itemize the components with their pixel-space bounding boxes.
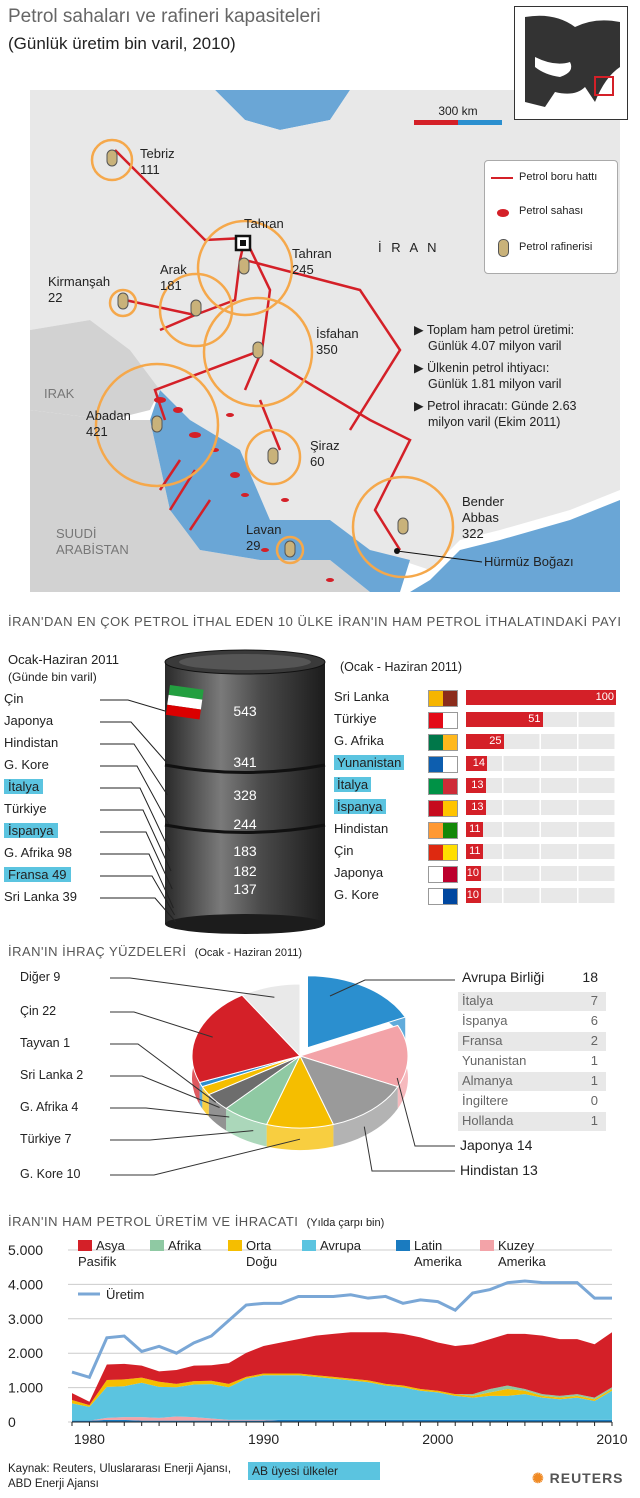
reuters-logo: [532, 1470, 624, 1487]
import-leader-1: [100, 722, 166, 762]
ref-arak: Arak 181: [160, 262, 187, 293]
import-value-4: 183: [233, 843, 257, 859]
share-flag-1-icon: [428, 712, 458, 729]
share-flag-6-icon: [428, 822, 458, 839]
eu-name-5: Almanya: [462, 1073, 513, 1088]
fact-text: milyon varil (Ekim 2011): [428, 415, 561, 429]
import-value-2: 328: [233, 787, 257, 803]
pie-label-3: G. Kore 10: [20, 1167, 81, 1181]
legend-label2-2: Doğu: [246, 1254, 278, 1269]
reuters-brand: REUTERS: [549, 1470, 624, 1486]
import-label-0: Çin: [4, 691, 24, 706]
share-flag-8-icon: [428, 866, 458, 883]
legend-label-1: Afrika: [168, 1238, 202, 1253]
share-bar-1: 51: [466, 712, 543, 727]
legend-label-4: Latin: [414, 1238, 443, 1253]
neighbor-saudi: SUUDİ ARABİSTAN: [56, 526, 129, 557]
share-title: İRAN'IN HAM PETROL İTHALATINDAKİ PAYI: [338, 614, 622, 629]
y-tick-2: 2.000: [8, 1345, 44, 1362]
share-track-4: [466, 778, 616, 793]
map-facts: ▶ Toplam ham petrol üretimi: Günlük 4.07 milyon varil ▶ Ülkenin petrol ihtiyacı: Günlük 1.81 milyon varil ▶ Petrol ihracatı: Günde 2.63 milyon varil (Ekim 2011): [414, 323, 577, 429]
share-track-8: [466, 866, 616, 881]
import-leader-8: [100, 876, 175, 915]
ref-siraz: Şiraz 60: [310, 438, 340, 469]
import-label-9: Sri Lanka 39: [4, 889, 77, 904]
legend-label2-5: Amerika: [498, 1254, 546, 1269]
source-line-1: Kaynak: Reuters, Uluslararası Enerji Ajansı,: [8, 1463, 232, 1475]
import-value-3: 244: [233, 816, 257, 832]
import-value-0: 543: [233, 703, 257, 719]
fact-text: Günlük 4.07 milyon varil: [428, 339, 562, 353]
eu-value-6: 0: [590, 1093, 598, 1108]
share-label-6: Hindistan: [334, 821, 389, 836]
share-label-7: Çin: [334, 843, 354, 858]
scale-label: 300 km: [438, 104, 478, 118]
legend-label2-4: Amerika: [414, 1254, 462, 1269]
production-title: [8, 1214, 384, 1229]
share-flag-5-icon: [428, 800, 458, 817]
share-label-1: Türkiye: [334, 711, 377, 726]
x-tick-1: 1990: [248, 1431, 280, 1447]
import-value-6: 137: [233, 881, 257, 897]
legend-swatch-3: [302, 1240, 316, 1251]
page-subtitle: (Günlük üretim bin varil, 2010): [8, 34, 236, 53]
share-label-9: G. Kore: [334, 887, 379, 902]
exports-title: [8, 944, 302, 959]
share-track-3: [466, 756, 616, 771]
ref-tahran: Tahran 245: [292, 246, 332, 277]
source-line-2: ABD Enerji Ajansı: [8, 1478, 99, 1490]
import-label-7: G. Afrika 98: [4, 845, 72, 860]
country-label: İ R A N: [378, 240, 440, 255]
import-value-5: 182: [233, 863, 257, 879]
eu-name-3: Fransa: [462, 1033, 503, 1048]
share-bar-2: 25: [466, 734, 504, 749]
production-unit: (Yılda çarpı bin): [306, 1217, 385, 1229]
legend-label-3: Avrupa: [320, 1238, 361, 1253]
legend-label2-0: Pasifik: [78, 1254, 117, 1269]
share-track-6: [466, 822, 616, 837]
fact-label: Petrol ihracatı: Günde 2.63: [427, 399, 577, 413]
legend-pipeline: Petrol boru hattı: [519, 171, 598, 183]
share-bar-9: 10: [466, 889, 479, 901]
import-label-2: Hindistan: [4, 735, 59, 750]
share-flag-2-icon: [428, 734, 458, 751]
pie-label-5: G. Afrika 4: [20, 1100, 79, 1114]
exports-period: (Ocak - Haziran 2011): [194, 947, 303, 959]
y-tick-0: 0: [8, 1414, 16, 1430]
eu-value-4: 1: [590, 1053, 598, 1068]
eu-value-1: 7: [590, 993, 598, 1008]
share-flag-0-icon: [428, 690, 458, 707]
share-bar-3: 14: [466, 756, 487, 771]
strait-label: Hürmüz Boğazı: [484, 554, 574, 569]
legend-field: Petrol sahası: [519, 205, 584, 217]
ref-isfahan: İsfahan 350: [316, 326, 359, 357]
share-label-0: Sri Lanka: [334, 689, 389, 704]
ref-lavan: Lavan 29: [246, 522, 282, 553]
eu-value-0: 18: [582, 969, 598, 985]
pie-leader-2: [364, 1127, 455, 1171]
import-value-1: 341: [233, 754, 257, 770]
fact-label: Ülkenin petrol ihtiyacı:: [427, 361, 550, 375]
eu-value-7: 1: [590, 1113, 598, 1128]
share-label-2: G. Afrika: [334, 733, 384, 748]
share-bar-8: 10: [466, 867, 479, 879]
legend-swatch-5: [480, 1240, 494, 1251]
import-label-1: Japonya: [4, 713, 54, 728]
fact-label: Toplam ham petrol üretimi:: [426, 323, 575, 337]
ref-tebriz: Tebriz 111: [140, 146, 175, 177]
eu-value-3: 2: [590, 1033, 598, 1048]
imports-title: İRAN'DAN EN ÇOK PETROL İTHAL EDEN 10 ÜLKE: [8, 614, 334, 629]
pie-label-2: Hindistan 13: [460, 1162, 538, 1178]
share-bar-7: 11: [466, 844, 483, 859]
pie-label-9: Diğer 9: [20, 970, 61, 984]
y-tick-5: 5.000: [8, 1242, 44, 1258]
eu-name-6: İngiltere: [462, 1093, 509, 1108]
share-label-3: Yunanistan: [334, 755, 404, 770]
share-label-8: Japonya: [334, 865, 384, 880]
share-period: (Ocak - Haziran 2011): [340, 660, 463, 674]
y-tick-1: 1.000: [8, 1379, 44, 1396]
imports-unit: (Günde bin varil): [8, 670, 97, 684]
share-bar-4: 13: [466, 778, 486, 793]
iran-flag: [166, 685, 204, 719]
import-label-5: Türkiye: [4, 801, 47, 816]
imports-period: Ocak-Haziran 2011: [8, 652, 120, 667]
eu-value-5: 1: [590, 1073, 598, 1088]
source-note: [8, 1462, 231, 1492]
pie-label-4: Türkiye 7: [20, 1132, 72, 1146]
neighbor-iraq: IRAK: [44, 386, 75, 401]
share-bar-6: 11: [466, 822, 483, 837]
pie-label-1: Japonya 14: [460, 1137, 533, 1153]
legend-swatch-0: [78, 1240, 92, 1251]
area-chart: [0, 1232, 640, 1462]
eu-name-0: Avrupa Birliği: [462, 969, 545, 985]
legend-refinery: Petrol rafinerisi: [519, 241, 593, 253]
y-tick-4: 4.000: [8, 1276, 44, 1293]
pie-label-8: Çin 22: [20, 1004, 57, 1018]
import-label-6: İspanya: [4, 823, 58, 838]
import-leader-9: [100, 898, 176, 922]
pie-label-7: Tayvan 1: [20, 1036, 71, 1050]
map-legend: [484, 160, 618, 274]
import-leader-5: [100, 810, 171, 871]
import-label-8: Fransa 49: [4, 867, 71, 882]
share-flag-3-icon: [428, 756, 458, 773]
x-tick-0: 1980: [73, 1431, 105, 1447]
eu-name-2: İspanya: [462, 1013, 508, 1028]
share-flag-7-icon: [428, 844, 458, 861]
eu-name-7: Hollanda: [462, 1113, 514, 1128]
share-label-5: İspanya: [334, 799, 386, 814]
exports-title-text: İRAN'IN İHRAÇ YÜZDELERİ: [8, 944, 187, 959]
import-leader-4: [100, 788, 170, 851]
share-bar-0: 100: [466, 690, 616, 705]
x-tick-3: 2010: [596, 1431, 628, 1447]
share-label-4: İtalya: [334, 777, 371, 792]
page-title: Petrol sahaları ve rafineri kapasiteleri: [8, 6, 321, 27]
pie-leader-9: [110, 978, 274, 997]
share-bar-5: 13: [466, 800, 486, 815]
import-label-4: İtalya: [4, 779, 43, 794]
ref-abadan: Abadan 421: [86, 408, 131, 439]
import-leader-7: [100, 854, 173, 908]
import-leader-0: [100, 700, 165, 711]
ref-bender-abbas: Bender Abbas 322: [462, 494, 504, 541]
production-title-text: İRAN'IN HAM PETROL ÜRETİM VE İHRACATI: [8, 1214, 299, 1229]
reuters-dots-icon: ✺: [532, 1470, 545, 1486]
share-track-5: [466, 800, 616, 815]
y-tick-3: 3.000: [8, 1310, 44, 1327]
eu-name-4: Yunanistan: [462, 1053, 527, 1068]
legend-label-5: Kuzey: [498, 1238, 535, 1253]
legend-label-0: Asya: [96, 1238, 125, 1253]
legend-swatch-4: [396, 1240, 410, 1251]
inset-globe: [514, 6, 628, 120]
capital-label: Tahran: [244, 216, 284, 231]
map-scale: [414, 104, 502, 125]
legend-swatch-2: [228, 1240, 242, 1251]
share-flag-4-icon: [428, 778, 458, 795]
fact-text: Günlük 1.81 milyon varil: [428, 377, 562, 391]
eu-value-2: 6: [590, 1013, 598, 1028]
ref-kirmansah: Kirmanşah 22: [48, 274, 111, 305]
eu-note: AB üyesi ülkeler: [248, 1462, 380, 1480]
pie-label-6: Sri Lanka 2: [20, 1068, 84, 1082]
share-track-9: [466, 888, 616, 903]
share-flag-9-icon: [428, 888, 458, 905]
share-track-7: [466, 844, 616, 859]
eu-name-1: İtalya: [462, 993, 494, 1008]
import-leader-3: [100, 766, 169, 824]
legend-label-2: Orta: [246, 1238, 272, 1253]
legend-label-production: Üretim: [106, 1287, 145, 1302]
legend-swatch-1: [150, 1240, 164, 1251]
import-label-3: G. Kore: [4, 757, 49, 772]
x-tick-2: 2000: [422, 1431, 454, 1447]
